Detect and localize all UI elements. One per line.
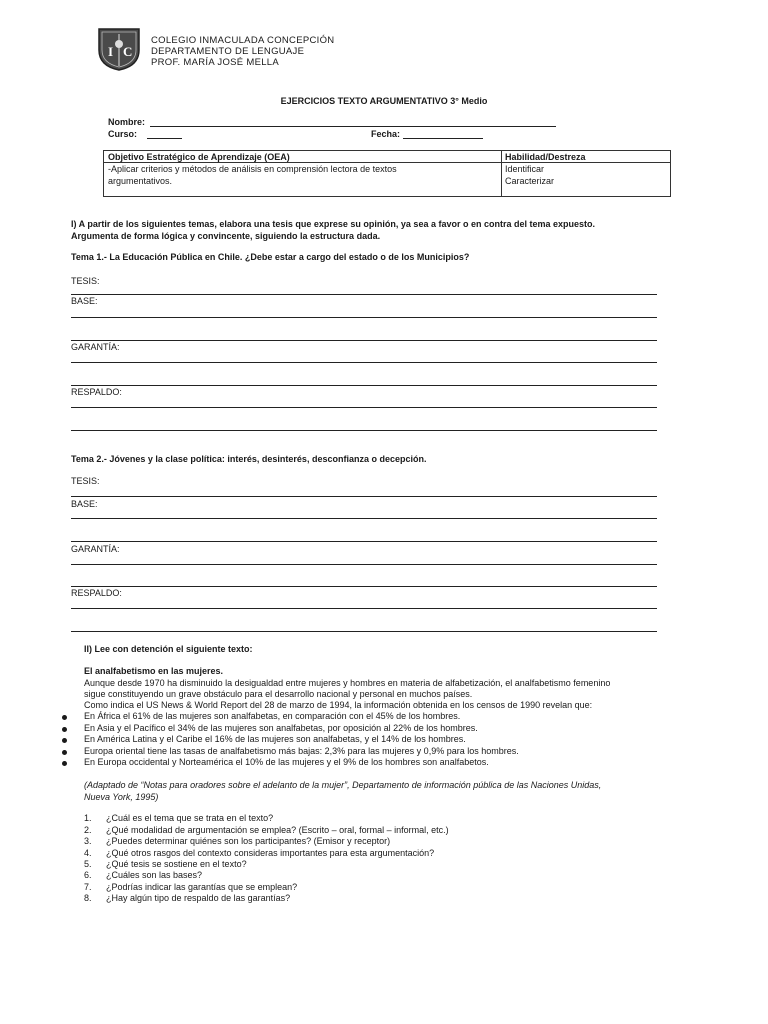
tema1-heading: Tema 1.- La Educación Pública en Chile. ¿Debe estar a cargo del estado o de los Municipios? — [71, 252, 470, 262]
logo-letter-c: C — [123, 44, 133, 59]
curso-label: Curso: — [108, 129, 137, 139]
base-label: BASE: — [71, 296, 98, 306]
tesis-label: TESIS: — [71, 276, 100, 286]
question-text: ¿Qué tesis se sostiene en el texto? — [106, 859, 247, 869]
section1-instruction: Argumenta de forma lógica y convincente, siguiendo la estructura dada. — [71, 231, 381, 241]
answer-line[interactable] — [71, 541, 657, 542]
answer-line[interactable] — [71, 564, 657, 565]
question-text: ¿Podrías indicar las garantías que se emplean? — [106, 882, 298, 892]
question-number: 5. — [84, 859, 92, 869]
paragraph-line: Aunque desde 1970 ha disminuido la desigualdad entre mujeres y hombres en materia de alfabetización, el analfabetismo femenino — [84, 678, 611, 688]
section2-instruction: II) Lee con detención el siguiente texto: — [84, 644, 253, 654]
bullet-icon — [62, 738, 67, 743]
nombre-field[interactable] — [150, 126, 556, 127]
answer-line[interactable] — [71, 586, 657, 587]
bullet-icon — [62, 715, 67, 720]
question-text: ¿Cuál es el tema que se trata en el texto? — [106, 813, 274, 823]
habilidad-header: Habilidad/Destreza — [505, 152, 586, 162]
document-title: EJERCICIOS TEXTO ARGUMENTATIVO 3° Medio — [280, 96, 488, 106]
question-number: 2. — [84, 825, 92, 835]
citation-line: Nueva York, 1995) — [84, 792, 159, 802]
question-text: ¿Hay algún tipo de respaldo de las garantías? — [106, 893, 291, 903]
oea-table — [103, 150, 671, 197]
bullet-icon — [62, 750, 67, 755]
paragraph-line: Como indica el US News & World Report del 28 de marzo de 1994, la información obtenida en los censos de 1990 revelan que: — [84, 700, 593, 710]
fecha-label: Fecha: — [371, 129, 401, 139]
bullet-icon — [62, 727, 67, 732]
department-name: DEPARTAMENTO DE LENGUAJE — [151, 46, 305, 57]
bullet-item: En Europa occidental y Norteamérica el 10% de las mujeres y el 9% de los hombres son analfabetos. — [84, 757, 489, 767]
bullet-item: En África el 61% de las mujeres son analfabetas, en comparación con el 45% de los hombres. — [84, 711, 461, 721]
fecha-field[interactable] — [403, 138, 483, 139]
bullet-item: En América Latina y el Caribe el 16% de las mujeres son analfabetas, y el 14% de los hombres. — [84, 734, 466, 744]
oea-header: Objetivo Estratégico de Aprendizaje (OEA) — [108, 152, 290, 162]
question-text: ¿Qué otros rasgos del contexto consideras importantes para esta argumentación? — [106, 848, 435, 858]
citation-line: (Adaptado de “Notas para oradores sobre el adelanto de la mujer”, Departamento de información pública de las Naciones Unidas, — [84, 780, 602, 790]
answer-line[interactable] — [71, 362, 657, 363]
teacher-name: PROF. MARÍA JOSÉ MELLA — [151, 57, 280, 68]
school-logo — [96, 26, 142, 72]
question-text: ¿Qué modalidad de argumentación se emplea? (Escrito – oral, formal – informal, etc.) — [106, 825, 449, 835]
answer-line[interactable] — [71, 496, 657, 497]
question-text: ¿Puedes determinar quiénes son los participantes? (Emisor y receptor) — [106, 836, 391, 846]
base-label: BASE: — [71, 499, 98, 509]
bullet-item: En Asia y el Pacífico el 34% de las mujeres son analfabetas, por oposición al 22% de los hombres. — [84, 723, 478, 733]
curso-field[interactable] — [147, 138, 182, 139]
table-divider-vertical — [501, 151, 502, 196]
question-number: 3. — [84, 836, 92, 846]
oea-body-line: argumentativos. — [108, 176, 173, 186]
question-number: 8. — [84, 893, 92, 903]
logo-letter-i: I — [108, 44, 114, 59]
garantia-label: GARANTÍA: — [71, 544, 120, 554]
section1-instruction: I) A partir de los siguientes temas, elabora una tesis que exprese su opinión, ya sea a favor o en contra del tema expuesto. — [71, 219, 595, 229]
answer-line[interactable] — [71, 518, 657, 519]
answer-line[interactable] — [71, 608, 657, 609]
oea-body-line: -Aplicar criterios y métodos de análisis en comprensión lectora de textos — [108, 164, 397, 174]
question-text: ¿Cuáles son las bases? — [106, 870, 203, 880]
answer-line[interactable] — [71, 631, 657, 632]
answer-line[interactable] — [71, 317, 657, 318]
habilidad-item: Identificar — [505, 164, 545, 174]
tema2-heading: Tema 2.- Jóvenes y la clase política: interés, desinterés, desconfianza o decepción. — [71, 454, 427, 464]
question-number: 4. — [84, 848, 92, 858]
answer-line[interactable] — [71, 430, 657, 431]
text-title: El analfabetismo en las mujeres. — [84, 666, 224, 676]
question-number: 7. — [84, 882, 92, 892]
habilidad-item: Caracterizar — [505, 176, 555, 186]
question-number: 1. — [84, 813, 92, 823]
answer-line[interactable] — [71, 294, 657, 295]
school-info — [151, 35, 334, 68]
garantia-label: GARANTÍA: — [71, 342, 120, 352]
bullet-icon — [62, 761, 67, 766]
answer-line[interactable] — [71, 385, 657, 386]
tesis-label: TESIS: — [71, 476, 100, 486]
paragraph-line: sigue constituyendo un grave obstáculo para el desarrollo nacional y personal en muchos países. — [84, 689, 473, 699]
nombre-label: Nombre: — [108, 117, 146, 127]
answer-line[interactable] — [71, 340, 657, 341]
bullet-item: Europa oriental tiene las tasas de analfabetismo más bajas: 2,3% para las mujeres y 0,9% para los hombres. — [84, 746, 519, 756]
school-name: COLEGIO INMACULADA CONCEPCIÓN — [151, 35, 335, 46]
respaldo-label: RESPALDO: — [71, 387, 122, 397]
respaldo-label: RESPALDO: — [71, 588, 122, 598]
answer-line[interactable] — [71, 407, 657, 408]
question-number: 6. — [84, 870, 92, 880]
